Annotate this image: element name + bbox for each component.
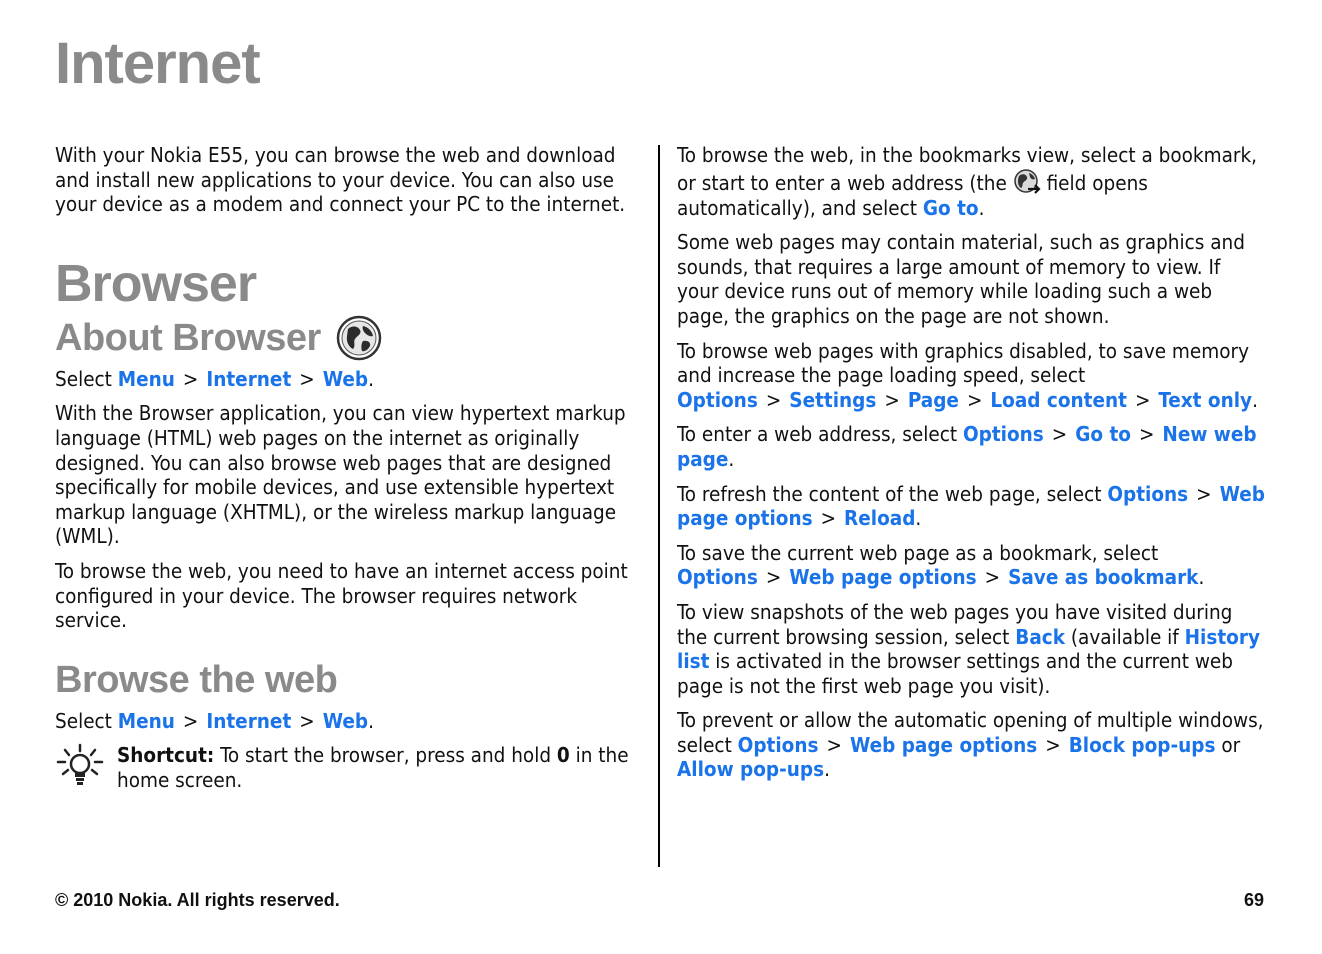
web-link[interactable]: Web xyxy=(322,366,369,391)
load-content-link[interactable]: Load content xyxy=(990,387,1127,412)
graphics-disabled-paragraph: To browse web pages with graphics disabled, to save memory and increase the page loading speed, select Options > Settings > Page > Load content > Text only. xyxy=(677,338,1258,412)
options-link[interactable]: Options xyxy=(677,565,758,590)
about-paragraph-2: To browse the web, you need to have an internet access point configured in your device. The browser requires network service. xyxy=(55,558,628,633)
left-column xyxy=(55,143,645,793)
snapshots-paragraph: To view snapshots of the web pages you have visited during the current browsing session, select Back (available if History list is activated in the browser settings and the current web page is not the first web page you visit). xyxy=(677,599,1260,698)
bookmark-paragraph: To save the current web page as a bookmark, select Options > Web page options > Save as bookmark. xyxy=(677,540,1205,590)
about-select-path: Select Menu > Internet > Web. xyxy=(55,366,374,391)
settings-link[interactable]: Settings xyxy=(789,387,877,412)
menu-link[interactable]: Menu xyxy=(117,708,175,733)
globe-icon xyxy=(335,314,383,362)
column-divider xyxy=(658,145,660,867)
new-web-page-link[interactable]: New web page xyxy=(677,422,1257,471)
footer-copyright: © 2010 Nokia. All rights reserved. xyxy=(55,890,340,910)
allow-popups-link[interactable]: Allow pop-ups xyxy=(677,757,825,782)
about-browser-title: About Browser xyxy=(55,316,321,359)
intro-paragraph: With your Nokia E55, you can browse the web and download and install new applications to your device. You can also use your device as a modem and connect your PC to the internet. xyxy=(55,143,626,217)
web-page-options-link[interactable]: Web page options xyxy=(789,565,977,590)
browse-bookmark-paragraph: To browse the web, in the bookmarks view, select a bookmark, or start to enter a web address (the field opens automatically), and select Go to. xyxy=(677,143,1257,220)
back-link[interactable]: Back xyxy=(1015,624,1065,649)
text-only-link[interactable]: Text only xyxy=(1158,387,1253,412)
about-browser-heading xyxy=(55,313,645,363)
web-page-options-link[interactable]: Web page options xyxy=(677,481,1265,531)
options-link[interactable]: Options xyxy=(677,387,758,412)
memory-paragraph: Some web pages may contain material, such as graphics and sounds, that requires a large amount of memory to view. If your device runs out of memory while loading such a web page, the graphics on the page are not shown. xyxy=(677,230,1245,328)
web-page-options-link[interactable]: Web page options xyxy=(849,732,1038,757)
internet-link[interactable]: Internet xyxy=(206,366,292,391)
refresh-paragraph: To refresh the content of the web page, select Options > Web page options > Reload. xyxy=(677,481,1265,531)
browser-section-title: Browser xyxy=(55,254,257,313)
right-column xyxy=(677,143,1267,792)
browse-web-title: Browse the web xyxy=(55,658,338,701)
options-link[interactable]: Options xyxy=(1107,481,1189,506)
globe-arrow-icon xyxy=(1013,168,1041,196)
block-popups-link[interactable]: Block pop-ups xyxy=(1068,732,1216,757)
page-number: 69 xyxy=(1243,890,1264,910)
options-link[interactable]: Options xyxy=(962,422,1044,447)
history-list-link[interactable]: History list xyxy=(677,624,1260,674)
page-link[interactable]: Page xyxy=(907,387,959,412)
page-title: Internet xyxy=(55,31,260,96)
shortcut-text: Shortcut: To start the browser, press and hold 0 in the home screen. xyxy=(117,743,629,792)
web-link[interactable]: Web xyxy=(322,708,369,733)
save-as-bookmark-link[interactable]: Save as bookmark xyxy=(1008,565,1199,590)
shortcut-tip xyxy=(55,743,645,792)
menu-link[interactable]: Menu xyxy=(117,366,175,391)
go-to-link[interactable]: Go to xyxy=(1075,422,1131,447)
internet-link[interactable]: Internet xyxy=(206,708,292,733)
go-to-link[interactable]: Go to xyxy=(922,195,979,220)
popups-paragraph: To prevent or allow the automatic opening of multiple windows, select Options > Web page options > Block pop-ups or Allow pop-ups. xyxy=(677,708,1264,782)
options-link[interactable]: Options xyxy=(737,732,819,757)
lightbulb-icon xyxy=(55,743,105,787)
enter-address-paragraph: To enter a web address, select Options > Go to > New web page. xyxy=(677,422,1257,471)
reload-link[interactable]: Reload xyxy=(844,506,916,531)
browse-select-path: Select Menu > Internet > Web. xyxy=(55,708,374,733)
about-paragraph-1: With the Browser application, you can view hypertext markup language (HTML) web pages on the internet as originally designed. You can also browse web pages that are designed specifically for mobile devices, and use extensible hypertext markup language (XHTML), or the wireless markup language (WML). xyxy=(55,401,626,549)
